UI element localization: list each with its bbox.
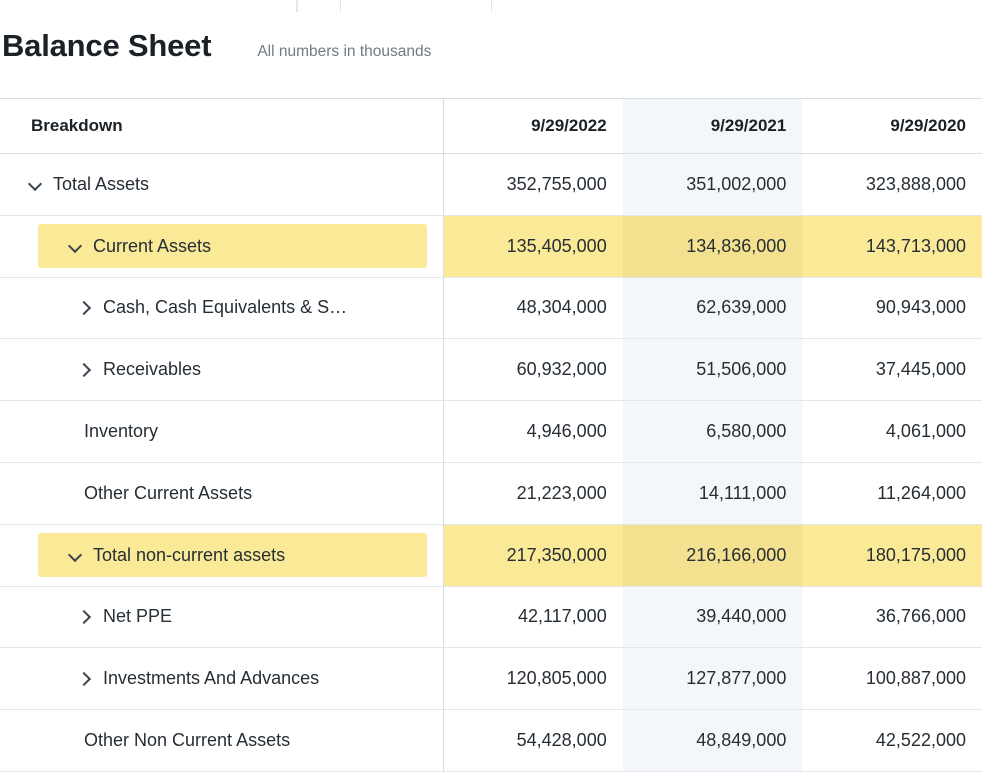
tab-divider-left [296,0,298,12]
row-label-cell[interactable] [0,401,443,463]
chevron-right-icon[interactable] [78,671,93,686]
row-value-2: 14,111,000 [623,462,803,524]
row-value-3: 143,713,000 [802,215,982,277]
row-value-2: 134,836,000 [623,215,803,277]
table-row[interactable] [0,215,982,277]
row-value-3: 4,061,000 [802,401,982,463]
row-value-1: 217,350,000 [443,524,623,586]
row-label-cell[interactable] [0,524,443,586]
row-value-2: 6,580,000 [623,401,803,463]
row-label: Cash, Cash Equivalents & S… [103,297,348,318]
row-value-3: 42,522,000 [802,710,982,772]
row-value-2: 39,440,000 [623,586,803,648]
row-value-3: 37,445,000 [802,339,982,401]
row-label: Current Assets [93,235,212,256]
row-label-cell[interactable] [0,154,443,216]
table-row[interactable] [0,401,982,463]
row-value-3: 323,888,000 [802,154,982,216]
chevron-down-icon[interactable] [28,177,43,192]
row-value-1: 54,428,000 [443,710,623,772]
table-row[interactable] [0,524,982,586]
row-highlight-pill [38,533,427,577]
row-label-cell[interactable] [0,710,443,772]
row-value-1: 352,755,000 [443,154,623,216]
row-label: Receivables [103,359,202,380]
tab-divider-right [340,0,492,12]
column-header-date-3[interactable]: 9/29/2020 [802,99,982,154]
row-value-2: 216,166,000 [623,524,803,586]
row-label: Total Assets [53,173,150,194]
chevron-down-icon[interactable] [68,548,83,563]
row-label-cell[interactable] [0,586,443,648]
row-label-cell[interactable] [0,648,443,710]
row-value-2: 62,639,000 [623,277,803,339]
row-label-cell[interactable] [0,339,443,401]
chevron-down-icon[interactable] [68,239,83,254]
table-header-row [0,99,982,154]
table-row[interactable] [0,462,982,524]
table-row[interactable] [0,277,982,339]
header [0,30,982,90]
row-label: Total non-current assets [93,544,286,565]
table-row[interactable] [0,710,982,772]
row-label-cell[interactable] [0,215,443,277]
column-header-date-2[interactable]: 9/29/2021 [623,99,803,154]
top-tab-strip [0,0,982,14]
row-value-1: 135,405,000 [443,215,623,277]
row-label: Other Current Assets [84,482,253,503]
row-value-2: 48,849,000 [623,710,803,772]
table-header [0,99,982,154]
row-label-cell[interactable] [0,277,443,339]
row-value-2: 351,002,000 [623,154,803,216]
table-row[interactable] [0,339,982,401]
row-value-1: 48,304,000 [443,277,623,339]
row-value-2: 51,506,000 [623,339,803,401]
row-value-2: 127,877,000 [623,648,803,710]
page-title: Balance Sheet [2,28,212,63]
row-value-1: 42,117,000 [443,586,623,648]
row-label: Other Non Current Assets [84,730,291,751]
row-value-3: 90,943,000 [802,277,982,339]
row-value-1: 21,223,000 [443,462,623,524]
row-highlight-pill [38,224,427,268]
column-header-breakdown[interactable]: Breakdown [0,99,443,154]
balance-sheet-table [0,98,982,772]
row-value-1: 60,932,000 [443,339,623,401]
table-row[interactable] [0,648,982,710]
chevron-right-icon[interactable] [78,609,93,624]
row-label: Inventory [84,421,159,442]
row-value-3: 180,175,000 [802,524,982,586]
row-label-cell[interactable] [0,462,443,524]
table-body [0,154,982,772]
table-row[interactable] [0,154,982,216]
row-label: Investments And Advances [103,668,320,689]
table-row[interactable] [0,586,982,648]
row-value-3: 36,766,000 [802,586,982,648]
row-value-1: 4,946,000 [443,401,623,463]
row-value-3: 100,887,000 [802,648,982,710]
row-value-1: 120,805,000 [443,648,623,710]
page-subtitle: All numbers in thousands [257,43,432,60]
chevron-right-icon[interactable] [78,362,93,377]
chevron-right-icon[interactable] [78,300,93,315]
row-value-3: 11,264,000 [802,462,982,524]
column-header-date-1[interactable]: 9/29/2022 [443,99,623,154]
row-label: Net PPE [103,606,173,627]
